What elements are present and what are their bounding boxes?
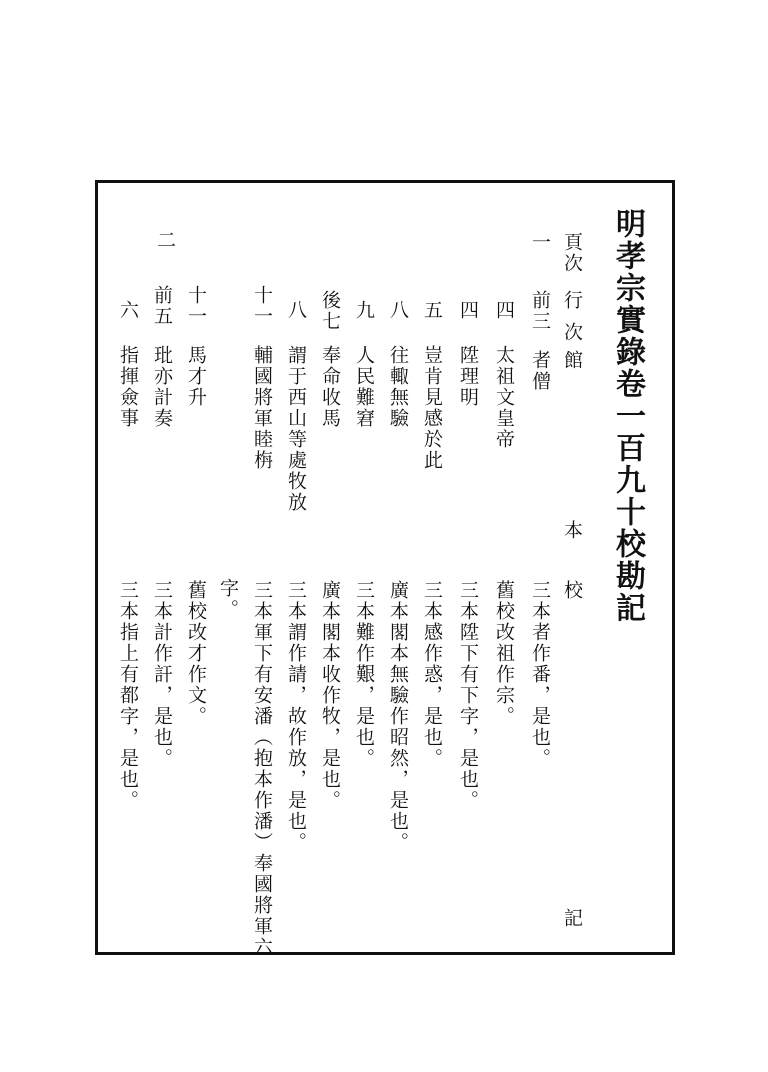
entry-text: 馬才升 <box>185 345 207 408</box>
entry-line: 八 <box>387 300 409 321</box>
header-jiao: 校 <box>561 580 583 601</box>
entry-line: 八 <box>285 300 307 321</box>
header-ji: 記 <box>561 908 583 929</box>
header-hang: 行 <box>561 290 583 311</box>
entry-text: 者僧 <box>529 350 551 392</box>
entry-line: 後七 <box>319 290 341 332</box>
entry-note: 三本謂作請，故作放，是也。 <box>285 580 307 853</box>
entry-note-continued: 字。 <box>217 578 239 620</box>
entry-text: 輔國將軍睦栴 <box>251 345 273 471</box>
entry-line: 四 <box>493 300 515 321</box>
entry-text: 往輙無驗 <box>387 345 409 429</box>
page-frame <box>95 180 675 955</box>
entry-note: 三本感作惑，是也。 <box>421 580 443 769</box>
entry-line: 前三 <box>529 290 551 332</box>
header-guan2: 館 <box>561 350 583 371</box>
entry-line: 四 <box>457 300 479 321</box>
entry-text: 奉命收馬 <box>319 345 341 429</box>
entry-note: 三本計作訐，是也。 <box>151 580 173 769</box>
page-marker-1: 一 <box>529 232 551 253</box>
entry-line: 六 <box>117 300 139 321</box>
entry-note: 三本者作番，是也。 <box>529 580 551 769</box>
header-ben: 本 <box>561 520 583 541</box>
entry-text: 人民難窘 <box>353 345 375 429</box>
header-page: 頁次 <box>561 232 583 274</box>
entry-text: 謂于西山等處牧放 <box>285 345 307 513</box>
entry-line: 十一 <box>251 285 273 327</box>
entry-note: 廣本閣本無驗作昭然，是也。 <box>387 580 409 853</box>
entry-line: 九 <box>353 300 375 321</box>
entry-note: 三本指上有都字，是也。 <box>117 580 139 811</box>
entry-note: 舊校改才作文。 <box>185 580 207 727</box>
entry-line: 十一 <box>185 285 207 327</box>
entry-note: 三本難作艱，是也。 <box>353 580 375 769</box>
entry-text: 指揮僉事 <box>117 345 139 429</box>
entry-note: 舊校改祖作宗。 <box>493 580 515 727</box>
entry-line: 前五 <box>151 285 173 327</box>
entry-note: 廣本閣本收作牧，是也。 <box>319 580 341 811</box>
entry-text: 太祖文皇帝 <box>493 345 515 450</box>
entry-text: 玭亦計奏 <box>151 345 173 429</box>
entry-text: 陞理明 <box>457 345 479 408</box>
page-title: 明孝宗實錄卷一百九十校勘記 <box>610 208 645 624</box>
page-marker-2: 二 <box>154 230 176 251</box>
entry-line: 五 <box>421 300 443 321</box>
entry-text: 豈肯見感於此 <box>421 345 443 471</box>
entry-note: 三本軍下有安潘（抱本作潘）奉國將軍六 <box>251 580 273 958</box>
header-guan: 次 <box>561 322 583 343</box>
entry-note: 三本陞下有下字，是也。 <box>457 580 479 811</box>
